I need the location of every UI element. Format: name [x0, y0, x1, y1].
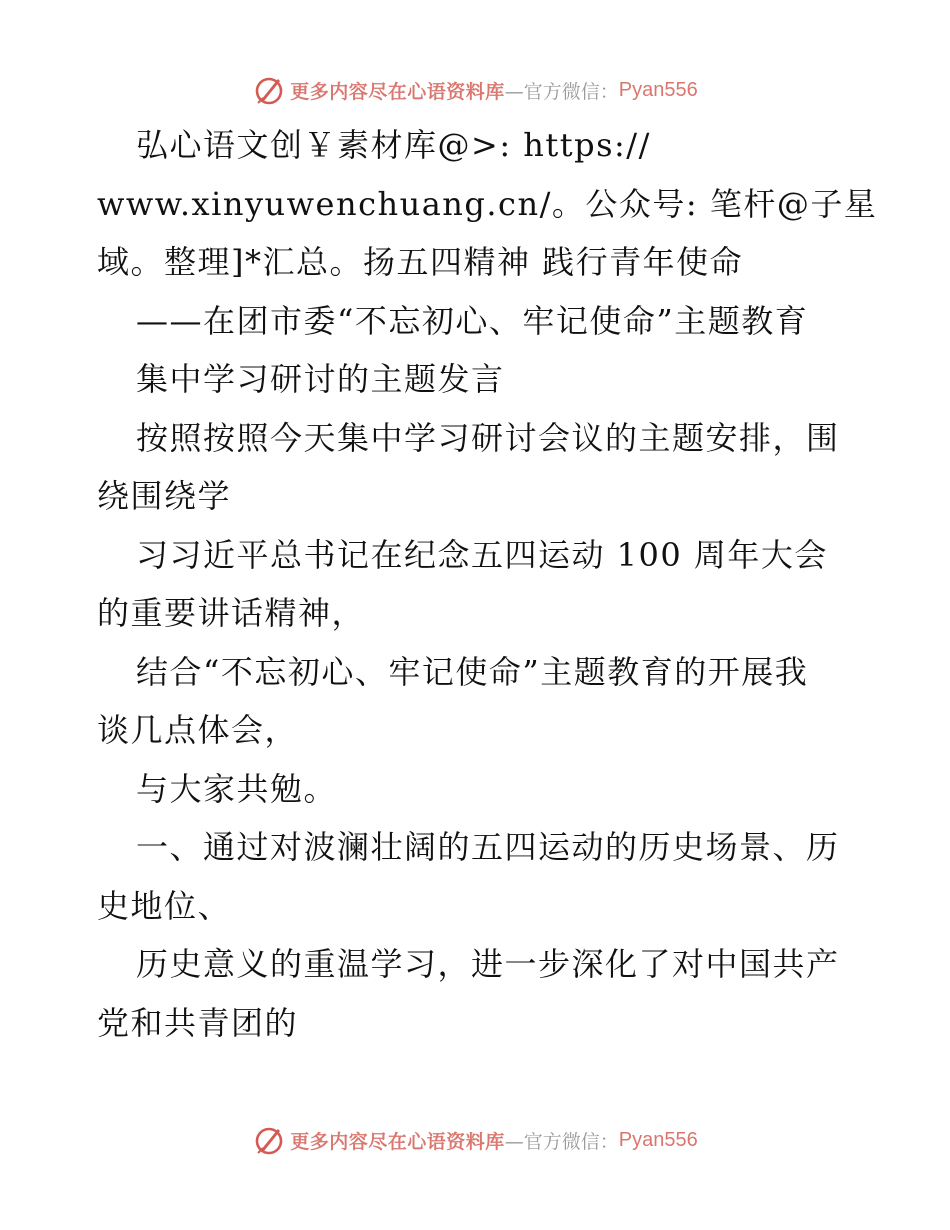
text-line: 集中学习研讨的主题发言	[136, 360, 505, 398]
text-line: 党和共青团的	[97, 1003, 299, 1042]
quill-seal-logo-icon	[252, 1123, 286, 1157]
text-line: 历史意义的重温学习，进一步深化了对中国共产	[136, 945, 840, 983]
text-line: 按照按照今天集中学习研讨会议的主题安排，围	[136, 418, 840, 457]
text-line: 与大家共勉。	[136, 769, 338, 808]
banner-main-text: 更多内容尽在心语资料库	[290, 1130, 505, 1153]
text-line: www.xinyuwenchuang.cn/。公众号: 笔杆@子星	[97, 184, 878, 223]
text-line: 一、通过对波澜壮阔的五四运动的历史场景、历	[136, 828, 840, 866]
text-line: 弘心语文创￥素材库@>: https://	[136, 126, 651, 164]
header-watermark-banner	[0, 70, 950, 110]
text-line: ——在团市委“不忘初心、牢记使命”主题教育	[136, 301, 809, 340]
text-line: 史地位、	[97, 886, 232, 925]
banner-wechat-id: Pyan556	[618, 1128, 698, 1151]
text-line: 域。整理]*汇总。扬五四精神 践行青年使命	[97, 243, 744, 281]
text-line: 的重要讲话精神，	[97, 594, 366, 632]
banner-wechat-id: Pyan556	[618, 78, 698, 101]
text-line: 结合“不忘初心、牢记使命”主题教育的开展我	[136, 652, 809, 691]
quill-seal-logo-icon	[252, 73, 286, 107]
text-line: 绕围绕学	[97, 477, 232, 515]
banner-sub-text: —官方微信：	[504, 1130, 619, 1153]
banner-sub-text: —官方微信：	[504, 80, 619, 103]
banner-main-text: 更多内容尽在心语资料库	[290, 80, 505, 103]
text-line: 习习近平总书记在纪念五四运动 100 周年大会	[136, 535, 828, 574]
document-body	[97, 116, 878, 1052]
footer-watermark-banner	[0, 1120, 950, 1160]
text-line: 谈几点体会，	[97, 711, 299, 749]
